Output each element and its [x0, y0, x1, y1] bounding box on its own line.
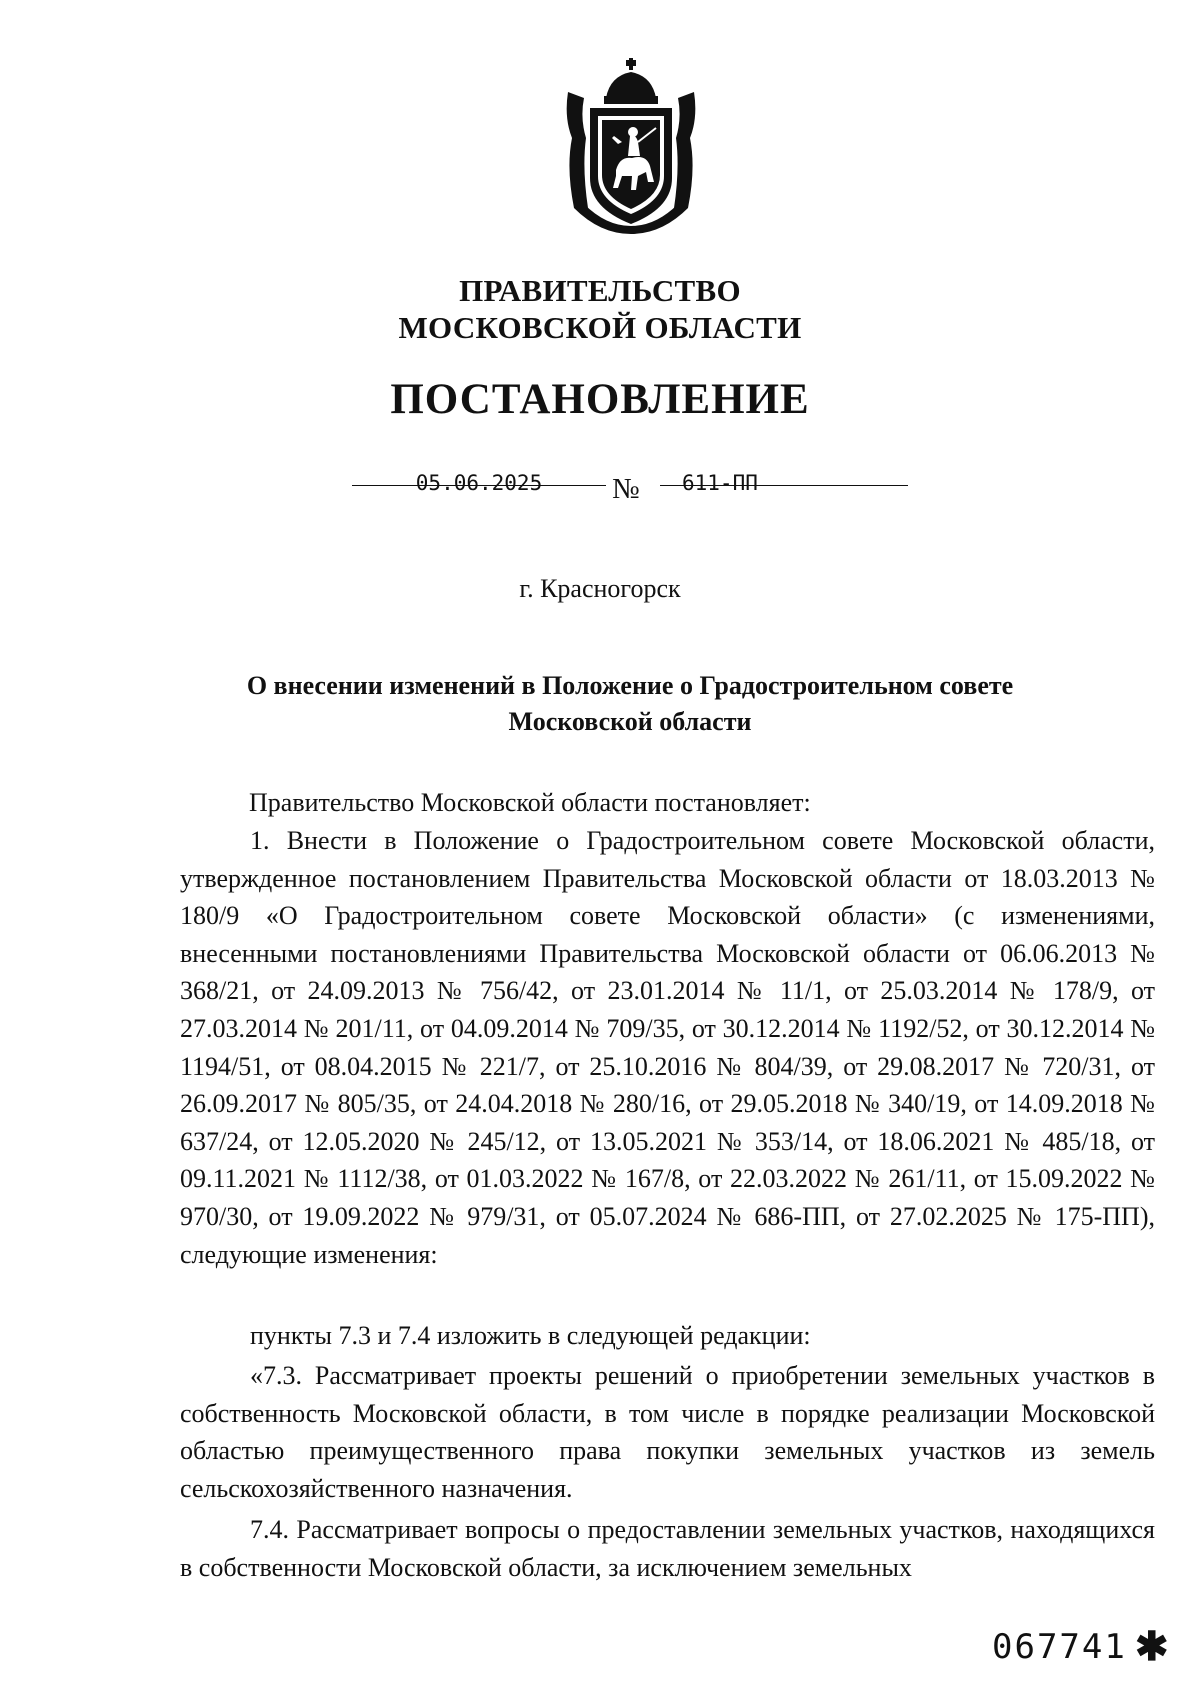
- organization-name-line1: ПРАВИТЕЛЬСТВО: [459, 273, 741, 308]
- document-type: ПОСТАНОВЛЕНИЕ: [390, 376, 810, 423]
- paragraph-2: [180, 1317, 1155, 1355]
- document-title: О внесении изменений в Положение о Градостроительном совете Московской области: [246, 671, 1014, 736]
- city-name: г. Красногорск: [519, 574, 681, 603]
- paragraph-3-text: «7.3. Рассматривает проекты решений о приобретении земельных участков в собственность Московской области, в том числе в порядке реализации Московской областью преимущественного права покупки земельных участков из земель сельскохозяйственного назначения.: [180, 1361, 1155, 1503]
- paragraph-3: [180, 1357, 1155, 1507]
- paragraph-1: [180, 822, 1155, 1273]
- number-underline: [660, 485, 908, 486]
- paragraph-4-text: 7.4. Рассматривает вопросы о предоставлении земельных участков, находящихся в собственности Московской области, за исключением земельных: [180, 1515, 1155, 1582]
- paragraph-1-text: 1. Внести в Положение о Градостроительном совете Московской области, утвержденное постановлением Правительства Московской области от 18.03.2013 № 180/9 «О Градостроительном совете Московской области» (с изменениями, внесенными постановлениями Правительства Московской области от 06.06.2013 № 368/21, от 24.09.2013 № 756/42, от 23.01.2014 № 11/1, от 25.03.2014 № 178/9, от 27.03.2014 № 201/11, от 04.09.2014 № 709/35, от 30.12.2014 № 1192/52, от 30.12.2014 № 1194/51, от 08.04.2015 № 221/7, от 25.10.2016 № 804/39, от 29.08.2017 № 720/31, от 26.09.2017 № 805/35, от 24.04.2018 № 280/16, от 29.05.2018 № 340/19, от 14.09.2018 № 637/24, от 12.05.2020 № 245/12, от 13.05.2021 № 353/14, от 18.06.2021 № 485/18, от 09.11.2021 № 1112/38, от 01.03.2022 № 167/8, от 22.03.2022 № 261/11, от 15.09.2022 № 970/30, от 19.09.2022 № 979/31, от 05.07.2024 № 686-ПП, от 27.02.2025 № 175-ПП), следующие изменения:: [180, 826, 1155, 1269]
- paragraph-2-text: пункты 7.3 и 7.4 изложить в следующей редакции:: [250, 1321, 811, 1350]
- coat-of-arms-emblem: [560, 58, 702, 236]
- serial-asterisk-icon: ✱: [1135, 1624, 1169, 1669]
- document-date: 05.06.2025: [415, 471, 543, 495]
- date-underline: [352, 485, 606, 486]
- serial-number: 067741: [992, 1627, 1127, 1667]
- paragraph-4: [180, 1511, 1155, 1586]
- organization-name-line2: МОСКОВСКОЙ ОБЛАСТИ: [398, 310, 802, 345]
- document-number: 611-ПП: [682, 471, 758, 495]
- number-sign: №: [612, 473, 640, 505]
- preamble: Правительство Московской области постановляет:: [249, 788, 811, 817]
